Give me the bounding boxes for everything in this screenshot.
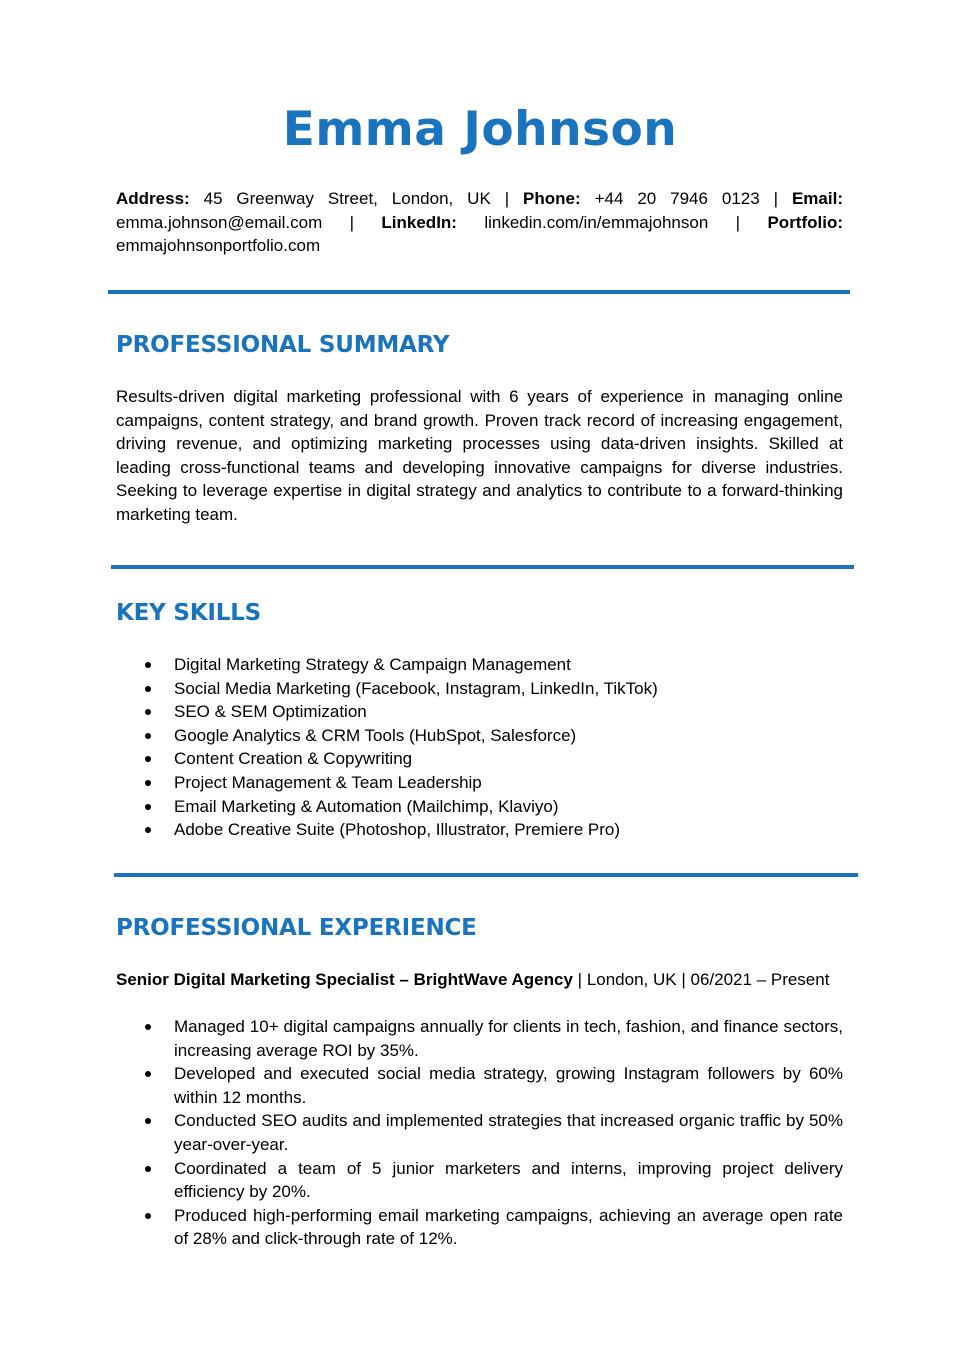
email-value: emma.johnson@email.com	[116, 212, 323, 232]
address-value: 45 Greenway Street, London, UK	[203, 189, 491, 208]
bullet-dot-icon	[145, 686, 151, 692]
linkedin-value: linkedin.com/in/emmajohnson	[484, 212, 709, 232]
bullet-dot-icon	[145, 1213, 151, 1219]
section-divider	[111, 565, 854, 569]
bullet-dot-icon	[145, 1071, 151, 1077]
contact-separator: |	[349, 212, 355, 232]
list-item	[116, 724, 843, 748]
list-item	[116, 1157, 843, 1204]
bullet-dot-icon	[145, 756, 151, 762]
summary-heading: PROFESSIONAL SUMMARY	[116, 332, 450, 358]
job-separator: |	[681, 970, 686, 989]
list-item	[116, 1109, 843, 1156]
candidate-name: Emma Johnson	[282, 102, 678, 157]
bullet-dot-icon	[145, 733, 151, 739]
bullet-dot-icon	[145, 709, 151, 715]
bullet-dot-icon	[145, 780, 151, 786]
job-role-company: Senior Digital Marketing Specialist – BrightWave Agency	[116, 970, 573, 989]
portfolio-label: Portfolio:	[767, 212, 844, 232]
job-dates: 06/2021 – Present	[690, 970, 830, 989]
skills-list	[116, 653, 843, 842]
achievement-text: Coordinated a team of 5 junior marketers and interns, improving project delivery efficiency by 20%.	[174, 1158, 843, 1202]
bullet-dot-icon	[145, 662, 151, 668]
section-divider	[108, 290, 850, 294]
skill-text: Digital Marketing Strategy & Campaign Management	[174, 655, 571, 674]
list-item	[116, 818, 843, 842]
skill-text: Social Media Marketing (Facebook, Instagram, LinkedIn, TikTok)	[174, 678, 658, 698]
bullet-dot-icon	[145, 1166, 151, 1172]
experience-heading: PROFESSIONAL EXPERIENCE	[116, 915, 477, 941]
list-item	[116, 653, 843, 677]
list-item	[116, 1204, 843, 1251]
skill-text: SEO & SEM Optimization	[174, 702, 367, 722]
list-item	[116, 1015, 843, 1062]
job-location: London, UK	[586, 970, 677, 989]
job-achievements-list	[116, 1015, 843, 1251]
list-item	[116, 771, 843, 795]
bullet-dot-icon	[145, 1118, 151, 1124]
skill-text: Project Management & Team Leadership	[174, 772, 482, 792]
achievement-text: Produced high-performing email marketing campaigns, achieving an average open rate of 28% and click-through rate of 12%.	[174, 1205, 843, 1249]
email-label: Email:	[791, 189, 843, 208]
list-item	[116, 700, 843, 724]
linkedin-label: LinkedIn:	[381, 212, 457, 232]
achievement-text: Developed and executed social media strategy, growing Instagram followers by 60% within 12 months.	[174, 1064, 843, 1107]
portfolio-value: emmajohnsonportfolio.com	[116, 236, 321, 256]
contact-info	[116, 187, 843, 258]
skill-text: Google Analytics & CRM Tools (HubSpot, Salesforce)	[174, 725, 577, 745]
skill-text: Email Marketing & Automation (Mailchimp, Klaviyo)	[174, 796, 559, 816]
summary-text: Results-driven digital marketing professional with 6 years of experience in managing online campaigns, content strategy, and brand growth. Proven track record of increasing engagement, driving revenue, and optimizing marketing processes using data-driven insights. Skilled at leading cross-functional teams and developing innovative campaigns for diverse industries. Seeking to leverage expertise in digital strategy and analytics to contribute to a forward-thinking marketing team.	[116, 387, 843, 524]
bullet-dot-icon	[145, 827, 151, 833]
contact-separator: |	[773, 189, 779, 208]
list-item	[116, 795, 843, 819]
phone-value: +44 20 7946 0123	[594, 189, 760, 208]
bullet-dot-icon	[145, 1024, 151, 1030]
job-title-line	[116, 968, 876, 992]
list-item	[116, 677, 843, 701]
achievement-text: Conducted SEO audits and implemented strategies that increased organic traffic by 50% year-over-year.	[174, 1111, 843, 1154]
contact-separator: |	[735, 212, 741, 232]
list-item	[116, 1062, 843, 1109]
skill-text: Content Creation & Copywriting	[174, 749, 413, 769]
section-divider	[114, 873, 858, 877]
list-item	[116, 747, 843, 771]
achievement-text: Managed 10+ digital campaigns annually for clients in tech, fashion, and finance sectors, increasing average ROI by 35%.	[174, 1017, 843, 1060]
job-separator: |	[577, 970, 583, 989]
phone-label: Phone:	[523, 189, 581, 208]
contact-separator: |	[504, 189, 510, 208]
address-label: Address:	[116, 189, 190, 208]
skills-heading: KEY SKILLS	[116, 600, 262, 626]
bullet-dot-icon	[145, 804, 151, 810]
skill-text: Adobe Creative Suite (Photoshop, Illustrator, Premiere Pro)	[174, 820, 620, 840]
